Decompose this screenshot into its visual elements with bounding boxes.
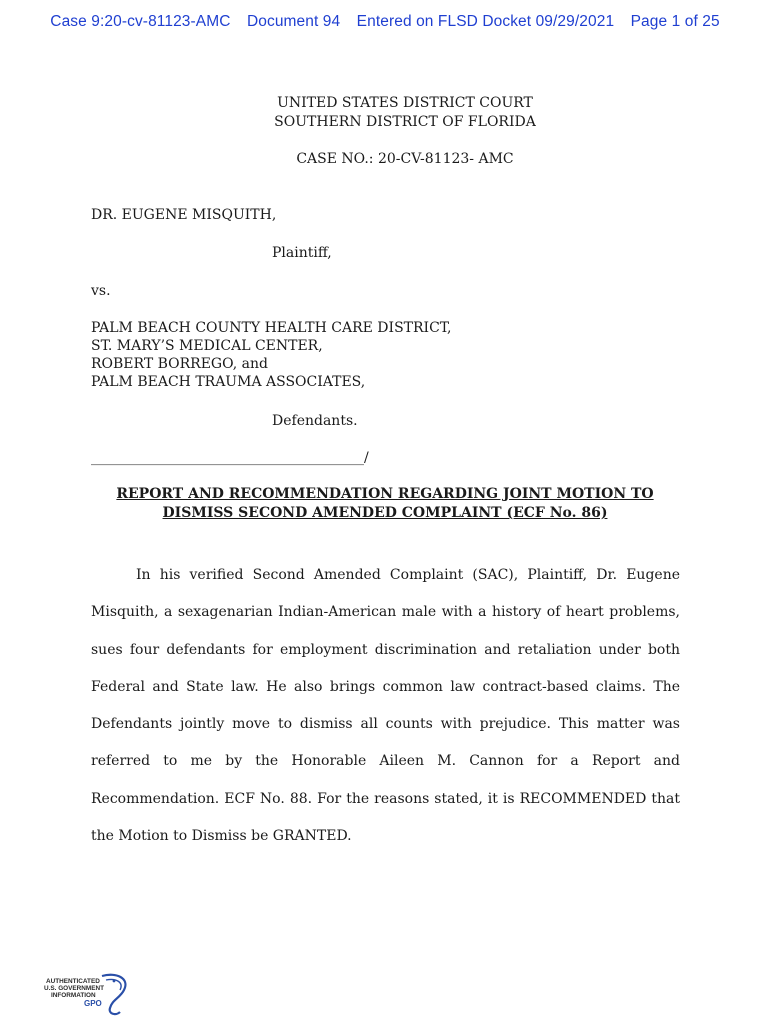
signature-line: _______________________________________/: [91, 450, 369, 466]
logo-mark: GPO: [84, 999, 102, 1008]
stamp-document: Document 94: [246, 13, 341, 30]
docket-stamp: [0, 13, 770, 31]
stamp-entered: Entered on FLSD Docket 09/29/2021: [356, 13, 615, 30]
case-number: CASE NO.: 20-CV-81123- AMC: [296, 151, 514, 167]
logo-line: INFORMATION: [51, 992, 96, 999]
defendant-name: PALM BEACH TRAUMA ASSOCIATES,: [91, 374, 366, 390]
court-name: UNITED STATES DISTRICT COURT: [277, 95, 533, 111]
document-title-line-2: DISMISS SECOND AMENDED COMPLAINT (ECF No. 86): [162, 505, 608, 521]
logo-line: AUTHENTICATED: [46, 978, 100, 985]
stamp-case: Case 9:20-cv-81123-AMC: [50, 13, 231, 30]
defendant-name: ST. MARY’S MEDICAL CENTER,: [91, 338, 323, 354]
defendants-role: Defendants.: [272, 413, 358, 429]
gpo-authentication-logo: [44, 972, 130, 1018]
defendant-name: ROBERT BORREGO, and: [91, 356, 269, 372]
plaintiff-role: Plaintiff,: [272, 245, 332, 261]
logo-line: U.S. GOVERNMENT: [44, 985, 105, 992]
defendant-name: PALM BEACH COUNTY HEALTH CARE DISTRICT,: [91, 320, 452, 336]
body-paragraph-text: In his verified Second Amended Complaint (SAC), Plaintiff, Dr. Eugene Misquith, a sexagenarian Indian-American male with a history of heart problems, sues four defendants for employment discrimination and retaliation under both Federal and State law. He also brings common law contract-based claims. The Defendants jointly move to dismiss all counts with prejudice. This matter was referred to me by the Honorable Aileen M. Cannon for a Report and Recommendation. ECF No. 88. For the reasons stated, it is RECOMMENDED that the Motion to Dismiss be GRANTED.: [91, 567, 680, 845]
versus: vs.: [91, 283, 111, 299]
plaintiff-name: DR. EUGENE MISQUITH,: [91, 207, 277, 223]
gpo-eagle-icon: [44, 972, 130, 1018]
stamp-page: Page 1 of 25: [630, 13, 720, 30]
court-district: SOUTHERN DISTRICT OF FLORIDA: [274, 114, 536, 130]
document-title-line-1: REPORT AND RECOMMENDATION REGARDING JOINT MOTION TO: [116, 486, 654, 502]
body-paragraph: [91, 557, 680, 855]
